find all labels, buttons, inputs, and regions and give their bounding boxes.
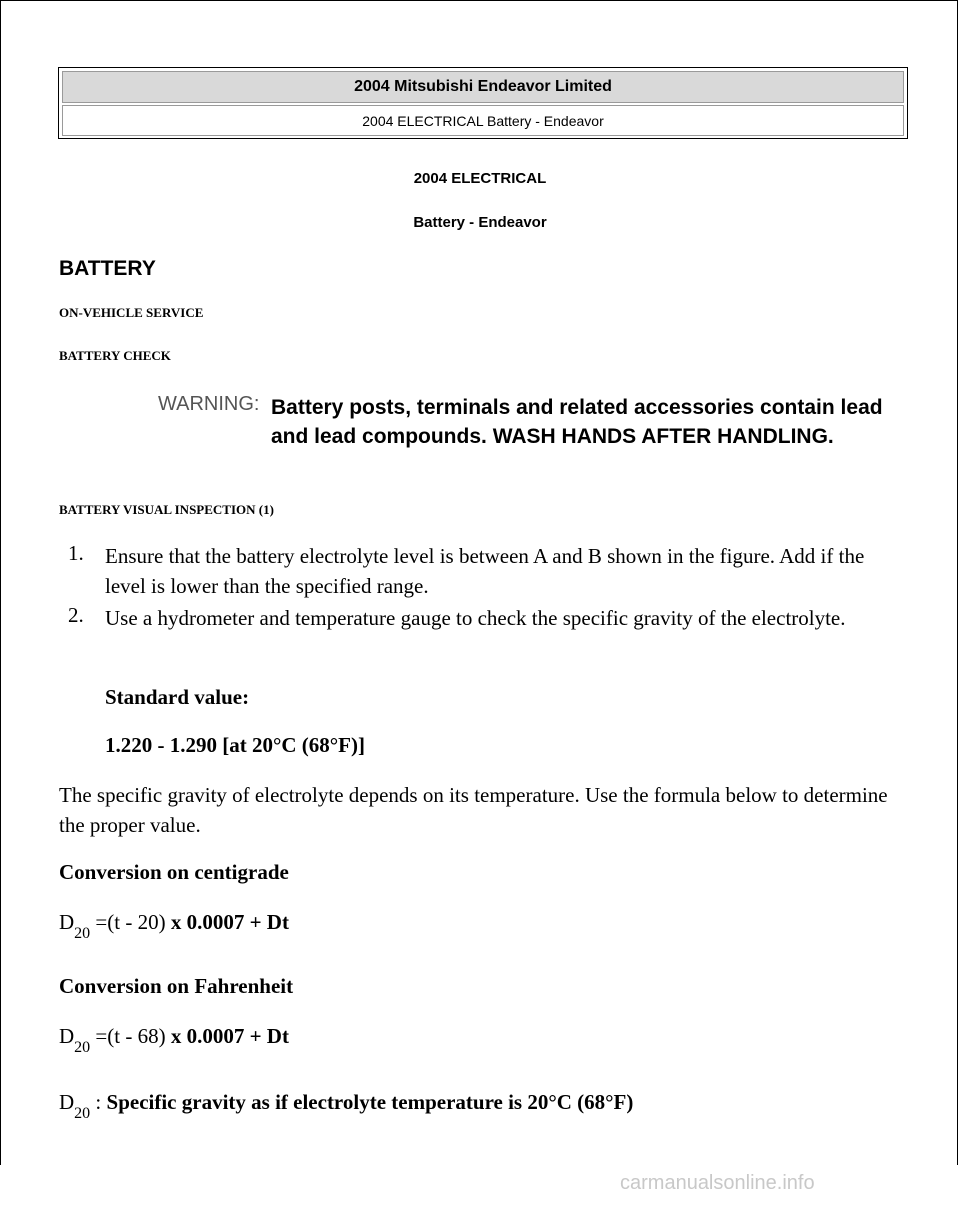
header-title: 2004 Mitsubishi Endeavor Limited bbox=[62, 71, 904, 103]
header-subtitle: 2004 ELECTRICAL Battery - Endeavor bbox=[62, 105, 904, 136]
page-heading: BATTERY bbox=[59, 257, 156, 280]
formula-centigrade bbox=[59, 910, 289, 943]
conversion-fahrenheit-label: Conversion on Fahrenheit bbox=[59, 974, 294, 998]
standard-value: 1.220 - 1.290 [at 20°C (68°F)] bbox=[105, 733, 365, 757]
definition-line bbox=[59, 1090, 633, 1123]
formula-subscript: 20 bbox=[74, 925, 91, 942]
subsection-title: Battery - Endeavor bbox=[413, 214, 547, 231]
heading-visual-inspection: BATTERY VISUAL INSPECTION (1) bbox=[59, 502, 274, 517]
step-number: 1. bbox=[68, 541, 84, 565]
document-header bbox=[58, 67, 908, 139]
formula-expression: =(t - 20) bbox=[90, 910, 171, 934]
formula-symbol: D bbox=[59, 910, 75, 934]
formula-subscript: 20 bbox=[74, 1039, 91, 1056]
formula-symbol: D bbox=[59, 1024, 75, 1048]
section-title: 2004 ELECTRICAL bbox=[413, 170, 547, 187]
heading-on-vehicle-service: ON-VEHICLE SERVICE bbox=[59, 305, 204, 320]
standard-value-label: Standard value: bbox=[105, 685, 250, 709]
conversion-centigrade-label: Conversion on centigrade bbox=[59, 860, 289, 884]
watermark: carmanualsonline.info bbox=[620, 1172, 815, 1194]
explanation-paragraph: The specific gravity of electrolyte depends on its temperature. Use the formula below to determine the proper value. bbox=[59, 783, 888, 837]
step-text: Use a hydrometer and temperature gauge to check the specific gravity of the electrolyte. bbox=[105, 606, 846, 630]
formula-symbol: D bbox=[59, 1090, 75, 1114]
formula-fahrenheit bbox=[59, 1024, 289, 1057]
formula-expression-bold: x 0.0007 + Dt bbox=[170, 1024, 289, 1048]
heading-battery-check: BATTERY CHECK bbox=[59, 348, 171, 363]
step-text: Ensure that the battery electrolyte level is between A and B shown in the figure. Add if the level is lower than the specified range. bbox=[105, 544, 865, 598]
warning-label: WARNING: bbox=[158, 393, 260, 415]
definition-text: Specific gravity as if electrolyte temperature is 20°C (68°F) bbox=[106, 1090, 634, 1114]
warning-text: Battery posts, terminals and related accessories contain lead and lead compounds. WASH HANDS AFTER HANDLING. bbox=[271, 396, 883, 448]
formula-expression-bold: x 0.0007 + Dt bbox=[170, 910, 289, 934]
formula-expression: : bbox=[90, 1090, 107, 1114]
step-number: 2. bbox=[68, 603, 84, 627]
formula-subscript: 20 bbox=[74, 1105, 91, 1122]
formula-expression: =(t - 68) bbox=[90, 1024, 171, 1048]
